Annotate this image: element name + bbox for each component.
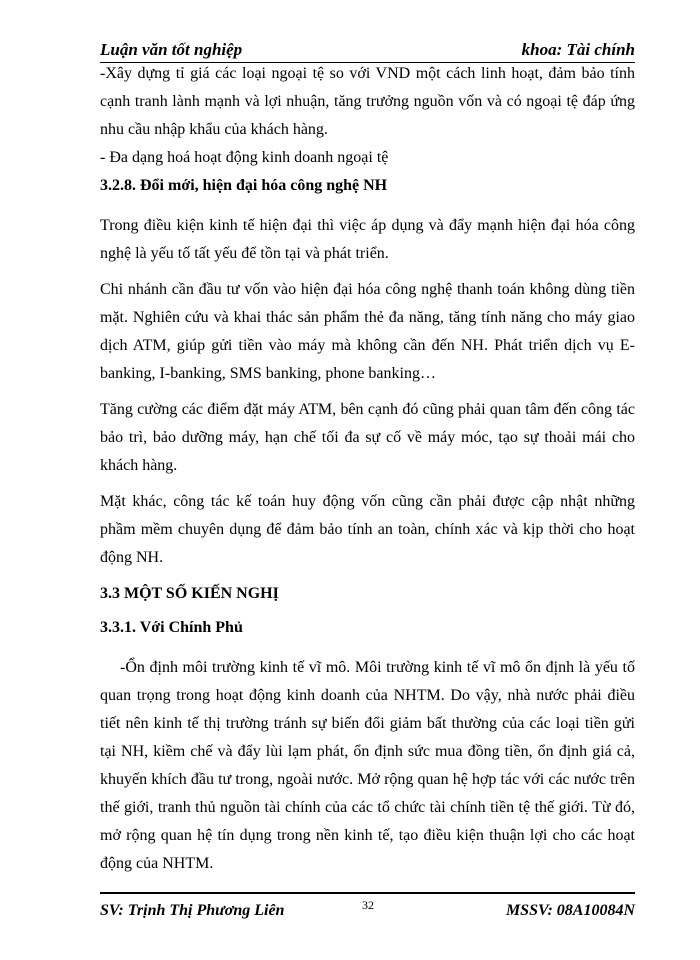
paragraph-government: -Ổn định môi trường kinh tế vĩ mô. Môi trường kinh tế vĩ mô ổn định là yếu tố quan trọng trong hoạt động kinh doanh của NHTM. Do vậy, nhà nước phải điều tiết nên kinh tế thị trường tránh sự biến đổi giảm bất thường của các loại tiền gửi tại NH, kiềm chế và đẩy lùi lạm phát, ổn định sức mua đồng tiền, ổn định giá cả, khuyến khích đầu tư trong, ngoài nước. Mở rộng quan hệ hợp tác với các nước trên thế giới, tranh thủ nguồn tài chính của các tổ chức tài chính tiền tệ thế giới. Từ đó, mở rộng quan hệ tín dụng trong nền kinh tế, tạo điều kiện thuận lợi cho các hoạt động của NHTM. [100, 659, 635, 872]
footer-student-name: SV: Trịnh Thị Phương Liên [100, 902, 285, 919]
section-heading-3-2-8: 3.2.8. Đổi mới, hiện đại hóa công nghệ NH [100, 177, 388, 194]
paragraph-investment: Chi nhánh cần đầu tư vốn vào hiện đại hóa công nghệ thanh toán không dùng tiền mặt. Nghiên cứu và khai thác sản phẩm thẻ đa năng, tăng tính năng cho máy giao dịch ATM, giúp gửi tiền vào máy mà không cần đến NH. Phát triển dịch vụ E-banking, I-banking, SMS banking, phone banking… [100, 281, 635, 382]
paragraph-accounting: Mặt khác, công tác kế toán huy động vốn cũng cần phải được cập nhật những phầm mềm chuyên dụng để đảm bảo tính an toàn, chính xác và kịp thời cho hoạt động NH. [100, 493, 635, 566]
page-footer [100, 898, 635, 922]
footer-rule [100, 892, 635, 894]
section-heading-3-3: 3.3 MỘT SỐ KIẾN NGHỊ [100, 585, 279, 602]
paragraph-modernization: Trong điều kiện kinh tế hiện đại thì việc áp dụng và đẩy mạnh hiện đại hóa công nghệ là yếu tố tất yếu để tồn tại và phát triển. [100, 217, 635, 262]
paragraph-diversify: - Đa dạng hoá hoạt động kinh doanh ngoại tệ [100, 149, 389, 166]
paragraph-exchange-rate: -Xây dựng tỉ giá các loại ngoại tệ so với VND một cách linh hoạt, đảm bảo tính cạnh tranh lành mạnh và lợi nhuận, tăng trưởng nguồn vốn và có ngoại tệ đáp ứng nhu cầu nhập khẩu của khách hàng. [100, 65, 635, 138]
footer-student-id: MSSV: 08A10084N [505, 902, 635, 919]
page-body [100, 60, 635, 878]
page-number: 32 [362, 898, 374, 912]
header-faculty-label: khoa: Tài chính [521, 40, 635, 59]
header-thesis-label: Luận văn tốt nghiệp [100, 40, 243, 59]
paragraph-atm: Tăng cường các điểm đặt máy ATM, bên cạnh đó cũng phải quan tâm đến công tác bảo trì, bảo dưỡng máy, hạn chế tối đa sự cố về máy móc, tạo sự thoải mái cho khách hàng. [100, 401, 635, 474]
section-heading-3-3-1: 3.3.1. Với Chính Phủ [100, 619, 243, 636]
